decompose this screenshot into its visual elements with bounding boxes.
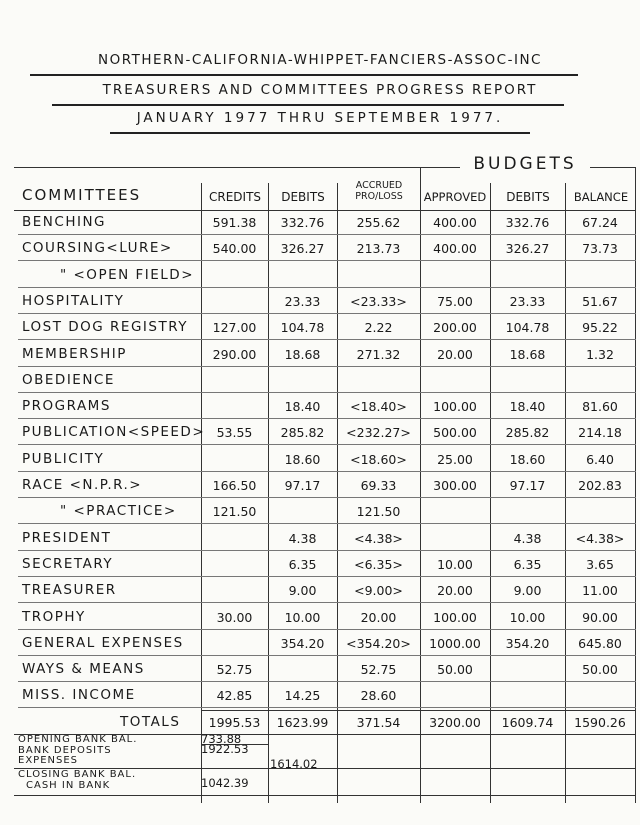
table-row	[0, 526, 640, 552]
row-underline	[18, 418, 636, 419]
report-title-period: JANUARY 1977 THRU SEPTEMBER 1977.	[136, 110, 504, 126]
cell-accrued: <354.20>	[346, 635, 411, 651]
cell-approved: 400.00	[433, 215, 477, 230]
deposits-label: BANK DEPOSITS	[18, 745, 112, 756]
totals-label: TOTALS	[120, 714, 181, 730]
row-underline	[18, 313, 636, 314]
row-underline	[18, 629, 636, 630]
cell-approved: 300.00	[433, 478, 477, 493]
title-underline-2	[52, 104, 564, 106]
totals-credits: 1995.53	[208, 715, 261, 730]
header-committees: COMMITTEES	[22, 186, 142, 204]
cell-credits: 53.55	[216, 425, 253, 441]
table-top-rule	[14, 167, 424, 168]
cash-in-bank-label: CASH IN BANK	[26, 780, 111, 791]
committee-name: HOSPITALITY	[22, 292, 125, 309]
cell-balance: 50.00	[582, 662, 618, 678]
cell-credits: 42.85	[216, 688, 253, 704]
header-accrued-line2: PRO/LOSS	[355, 191, 403, 202]
row-underline	[18, 576, 636, 577]
row-underline	[18, 260, 636, 261]
expenses-value: 1614.02	[270, 757, 318, 771]
cell-debits: 23.33	[284, 293, 321, 309]
cell-balance: 95.22	[582, 320, 618, 336]
row-underline	[18, 366, 636, 367]
header-budget-debits: DEBITS	[506, 190, 550, 204]
cell-accrued: <18.60>	[350, 451, 407, 467]
row-underline	[18, 339, 636, 340]
expenses-label: EXPENSES	[18, 755, 79, 766]
table-row	[0, 631, 640, 657]
committee-name: COURSING<LURE>	[22, 240, 173, 257]
cell-accrued: <9.00>	[354, 583, 403, 599]
committee-name: OBEDIENCE	[22, 371, 115, 388]
cell-debits: 354.20	[280, 635, 325, 651]
cell-bdebits: 23.33	[509, 293, 546, 309]
totals-balance: 1590.26	[574, 715, 626, 730]
cell-balance: 214.18	[578, 425, 622, 441]
cell-accrued: 213.73	[356, 241, 401, 257]
cell-accrued: 121.50	[356, 504, 401, 520]
header-balance: BALANCE	[573, 190, 629, 204]
committee-name: PRESIDENT	[22, 529, 112, 546]
cell-debits: 97.17	[284, 478, 321, 493]
table-row	[0, 499, 640, 525]
table-row	[0, 315, 640, 341]
table-bottom-rule	[14, 795, 636, 796]
cell-accrued: 2.22	[364, 320, 393, 336]
opening-balance-label: OPENING BANK BAL.	[18, 734, 138, 745]
table-row	[0, 657, 640, 683]
committee-name: " <PRACTICE>	[60, 503, 177, 520]
cell-balance: 90.00	[582, 609, 618, 625]
cell-accrued: <232.27>	[346, 425, 411, 441]
cell-balance: 3.65	[586, 556, 614, 572]
cell-balance: 81.60	[582, 399, 618, 415]
committee-name: GENERAL EXPENSES	[22, 634, 184, 651]
cell-accrued: 271.32	[356, 346, 401, 362]
row-underline	[18, 707, 636, 708]
table-row	[0, 683, 640, 709]
cell-bdebits: 10.00	[509, 609, 546, 625]
cell-bdebits: 285.82	[505, 425, 550, 441]
header-accrued-line1: ACCRUED	[355, 180, 403, 191]
cell-bdebits: 18.60	[509, 451, 546, 467]
table-row	[0, 210, 640, 236]
cell-bdebits: 18.40	[509, 399, 546, 415]
row-underline	[18, 602, 636, 603]
cell-approved: 100.00	[433, 399, 477, 415]
cell-debits: 10.00	[284, 609, 321, 625]
table-row	[0, 447, 640, 473]
cell-approved: 75.00	[437, 293, 473, 309]
row-underline	[18, 550, 636, 551]
committee-name: MISS. INCOME	[22, 687, 136, 704]
cell-balance: 202.83	[578, 478, 622, 493]
header-accrued	[339, 180, 419, 202]
cell-balance: 645.80	[578, 635, 622, 651]
report-title-subject: TREASURERS AND COMMITTEES PROGRESS REPORT	[102, 82, 538, 98]
row-underline	[18, 681, 636, 682]
cell-bdebits: 332.76	[505, 215, 550, 230]
cell-credits: 30.00	[216, 609, 253, 625]
cell-credits: 540.00	[212, 241, 257, 257]
cell-approved: 100.00	[433, 609, 477, 625]
cell-balance: 67.24	[582, 215, 618, 230]
cell-debits: 104.78	[280, 320, 325, 336]
cell-credits: 121.50	[212, 504, 257, 520]
cell-credits: 52.75	[216, 662, 253, 678]
committee-name: PUBLICITY	[22, 450, 105, 467]
committee-name: SECRETARY	[22, 555, 114, 572]
committee-name: MEMBERSHIP	[22, 345, 127, 362]
cell-balance: 6.40	[586, 451, 614, 467]
cell-accrued: 52.75	[360, 662, 397, 678]
table-row	[0, 394, 640, 420]
cell-credits: 591.38	[212, 215, 257, 230]
table-row	[0, 578, 640, 604]
title-underline-3	[110, 132, 530, 134]
cell-bdebits: 354.20	[505, 635, 550, 651]
cell-balance: 11.00	[582, 583, 618, 599]
cell-debits: 4.38	[288, 530, 317, 546]
title-underline-1	[30, 74, 578, 76]
cell-debits: 332.76	[280, 215, 325, 230]
row-underline	[18, 444, 636, 445]
header-debits: DEBITS	[281, 190, 325, 204]
cell-debits: 285.82	[280, 425, 325, 441]
cell-bdebits: 104.78	[505, 320, 550, 336]
row-underline	[18, 471, 636, 472]
committee-name: WAYS & MEANS	[22, 661, 145, 678]
cell-debits: 14.25	[284, 688, 321, 704]
cell-accrued: <4.38>	[354, 530, 403, 546]
table-row	[0, 605, 640, 631]
totals-accrued: 371.54	[356, 715, 401, 730]
cell-accrued: 255.62	[356, 215, 401, 230]
closing-balance-value: 1042.39	[201, 776, 249, 790]
committee-name: PROGRAMS	[22, 398, 111, 415]
cell-bdebits: 6.35	[513, 556, 542, 572]
cell-debits: 18.68	[284, 346, 321, 362]
totals-row	[0, 710, 640, 736]
header-approved: APPROVED	[423, 190, 487, 204]
cell-accrued: <18.40>	[350, 399, 407, 415]
table-row	[0, 289, 640, 315]
cell-balance: <4.38>	[575, 530, 625, 546]
cell-debits: 18.60	[284, 451, 321, 467]
cell-approved: 10.00	[437, 556, 473, 572]
row-underline	[18, 392, 636, 393]
budgets-heading: BUDGETS	[460, 154, 590, 174]
table-row	[0, 263, 640, 289]
cell-accrued: 28.60	[360, 688, 397, 704]
cell-approved: 25.00	[437, 451, 473, 467]
table-row	[0, 342, 640, 368]
header-credits: CREDITS	[208, 190, 262, 204]
totals-debits: 1623.99	[276, 715, 329, 730]
cell-approved: 500.00	[433, 425, 477, 441]
closing-balance-label: CLOSING BANK BAL.	[18, 769, 137, 780]
cell-approved: 1000.00	[429, 635, 481, 651]
table-row	[0, 236, 640, 262]
cell-bdebits: 4.38	[513, 530, 542, 546]
cell-debits: 9.00	[288, 583, 317, 599]
cell-approved: 20.00	[437, 583, 473, 599]
row-underline	[18, 287, 636, 288]
cell-debits: 18.40	[284, 399, 321, 415]
totals-approved: 3200.00	[429, 715, 481, 730]
cell-accrued: <6.35>	[354, 556, 403, 572]
committee-name: TROPHY	[22, 608, 86, 625]
cell-approved: 200.00	[433, 320, 477, 336]
deposits-value: 1922.53	[201, 742, 249, 756]
committee-name: TREASURER	[22, 582, 117, 599]
cell-approved: 400.00	[433, 241, 477, 257]
cell-bdebits: 97.17	[509, 478, 546, 493]
cell-debits: 326.27	[280, 241, 325, 257]
cell-debits: 6.35	[288, 556, 317, 572]
cell-accrued: 20.00	[360, 609, 397, 625]
committee-name: BENCHING	[22, 214, 107, 230]
cell-accrued: <23.33>	[350, 293, 407, 309]
cell-credits: 166.50	[212, 478, 257, 493]
committee-name: LOST DOG REGISTRY	[22, 319, 188, 336]
cell-balance: 73.73	[582, 241, 618, 257]
cell-approved: 20.00	[437, 346, 473, 362]
row-underline	[18, 523, 636, 524]
cell-bdebits: 326.27	[505, 241, 550, 257]
cell-balance: 51.67	[582, 293, 618, 309]
opening-balance-value: 733.88	[201, 732, 242, 746]
committee-name: RACE <N.P.R.>	[22, 477, 143, 493]
cell-bdebits: 9.00	[513, 583, 542, 599]
cell-bdebits: 18.68	[509, 346, 546, 362]
table-row	[0, 473, 640, 499]
cell-approved: 50.00	[437, 662, 473, 678]
row-underline	[18, 655, 636, 656]
committee-name: PUBLICATION<SPEED>	[22, 424, 206, 441]
row-underline	[18, 234, 636, 235]
cell-balance: 1.32	[586, 346, 614, 362]
report-title-org: NORTHERN-CALIFORNIA-WHIPPET-FANCIERS-ASSOC-INC	[98, 52, 542, 68]
cell-accrued: 69.33	[360, 478, 397, 493]
table-row	[0, 420, 640, 446]
cell-credits: 290.00	[212, 346, 257, 362]
table-row	[0, 552, 640, 578]
cell-credits: 127.00	[212, 320, 257, 336]
committee-name: " <OPEN FIELD>	[60, 266, 195, 283]
table-row	[0, 368, 640, 394]
totals-budget-debits: 1609.74	[501, 715, 554, 730]
row-underline	[18, 497, 636, 498]
